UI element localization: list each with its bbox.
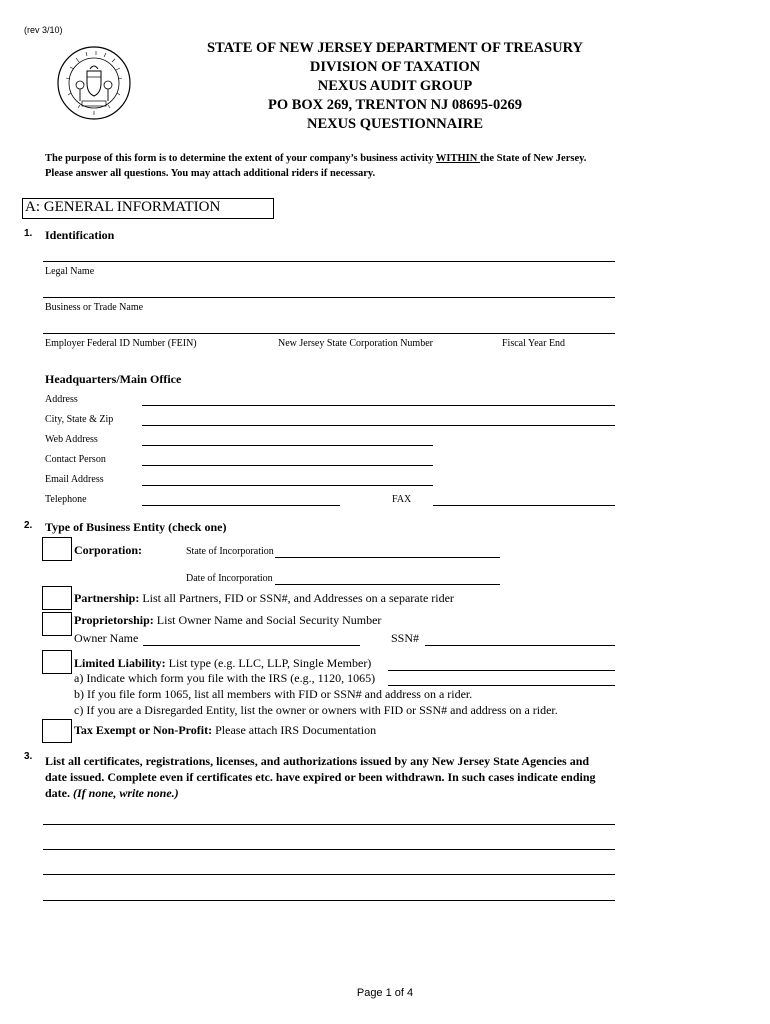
date-of-incorporation-label: Date of Incorporation <box>186 573 273 584</box>
q3-line3 <box>45 786 179 801</box>
tax-exempt-checkbox[interactable] <box>42 719 72 743</box>
trade-name-label: Business or Trade Name <box>45 302 144 313</box>
corporation-label: Corporation: <box>74 543 142 557</box>
ids-field-line[interactable] <box>43 333 615 334</box>
contact-person-field[interactable] <box>142 465 433 466</box>
trade-name-field[interactable] <box>43 297 615 298</box>
llc-text <box>74 656 371 671</box>
tax-exempt-instruction: Please attach IRS Documentation <box>212 723 377 737</box>
email-label: Email Address <box>45 474 104 485</box>
header-dept: STATE OF NEW JERSEY DEPARTMENT OF TREASURY <box>206 40 584 56</box>
web-address-field[interactable] <box>142 445 433 446</box>
state-of-incorporation-label: State of Incorporation <box>186 546 274 557</box>
telephone-label: Telephone <box>45 494 87 505</box>
partnership-instruction: List all Partners, FID or SSN#, and Addresses on a separate rider <box>139 591 454 605</box>
fiscal-year-end-label: Fiscal Year End <box>502 338 566 349</box>
certificates-line-1[interactable] <box>43 824 615 825</box>
nj-corp-number-label: New Jersey State Corporation Number <box>278 338 433 349</box>
address-label: Address <box>45 394 78 405</box>
header-division: DIVISION OF TAXATION <box>309 59 481 75</box>
owner-name-label: Owner Name <box>74 631 139 645</box>
intro-text-line2: Please answer all questions. You may attach additional riders if necessary. <box>45 168 376 179</box>
intro-part2: the State of New Jersey. <box>479 153 587 164</box>
irs-form-field[interactable] <box>388 685 615 686</box>
q3-line1: List all certificates, registrations, licenses, and authorizations issued by any New Jersey State Agencies and <box>45 754 590 768</box>
city-state-zip-label: City, State & Zip <box>45 414 114 425</box>
web-address-label: Web Address <box>45 434 98 445</box>
legal-name-field[interactable] <box>43 261 615 262</box>
address-field[interactable] <box>142 405 615 406</box>
intro-emphasis: WITHIN <box>435 153 480 164</box>
proprietorship-label: Proprietorship: <box>74 613 154 627</box>
hq-title: Headquarters/Main Office <box>45 372 182 386</box>
llc-type-field[interactable] <box>388 670 615 671</box>
state-seal-icon <box>56 45 132 121</box>
q3-line3-text: date. <box>45 786 73 800</box>
q1-title: Identification <box>45 228 115 242</box>
owner-name-field[interactable] <box>143 645 360 646</box>
state-of-incorporation-field[interactable] <box>275 557 500 558</box>
proprietorship-instruction: List Owner Name and Social Security Number <box>153 613 382 627</box>
q2-title: Type of Business Entity (check one) <box>45 520 227 534</box>
contact-person-label: Contact Person <box>45 454 106 465</box>
header-group: NEXUS AUDIT GROUP <box>317 78 473 94</box>
city-state-zip-field[interactable] <box>142 425 615 426</box>
ssn-label: SSN# <box>391 631 420 645</box>
tax-exempt-text <box>74 723 376 738</box>
email-field[interactable] <box>142 485 433 486</box>
partnership-text <box>74 591 454 606</box>
intro-part1: The purpose of this form is to determine the extent of your company’s business activity <box>45 153 436 164</box>
legal-name-label: Legal Name <box>45 266 95 277</box>
q1-number: 1. <box>24 228 33 239</box>
ssn-field[interactable] <box>425 645 615 646</box>
proprietorship-checkbox[interactable] <box>42 612 72 636</box>
q3-none-note: (If none, write none.) <box>73 786 179 800</box>
q3-line2: date issued. Complete even if certificates etc. have expired or been withdrawn. In such cases indicate ending <box>45 770 596 784</box>
q2-number: 2. <box>24 520 33 531</box>
intro-text <box>45 153 586 164</box>
section-a-title: A: GENERAL INFORMATION <box>25 199 221 215</box>
fein-label: Employer Federal ID Number (FEIN) <box>45 338 197 349</box>
certificates-line-3[interactable] <box>43 874 615 875</box>
fax-field[interactable] <box>433 505 615 506</box>
q3-number: 3. <box>24 751 33 762</box>
revision-label: (rev 3/10) <box>24 25 63 35</box>
llc-instruction-a: a) Indicate which form you file with the IRS (e.g., 1120, 1065) <box>74 671 376 685</box>
header-address: PO BOX 269, TRENTON NJ 08695-0269 <box>267 97 523 113</box>
tax-exempt-label: Tax Exempt or Non-Profit: <box>74 723 213 737</box>
certificates-line-2[interactable] <box>43 849 615 850</box>
llc-label: Limited Liability: <box>74 656 166 670</box>
llc-instruction-b: b) If you file form 1065, list all members with FID or SSN# and address on a rider. <box>74 687 473 701</box>
llc-instruction: List type (e.g. LLC, LLP, Single Member) <box>165 656 372 670</box>
date-of-incorporation-field[interactable] <box>275 584 500 585</box>
partnership-label: Partnership: <box>74 591 140 605</box>
fax-label: FAX <box>392 494 412 505</box>
proprietorship-text <box>74 613 381 628</box>
llc-instruction-c: c) If you are a Disregarded Entity, list the owner or owners with FID or SSN# and address on a rider. <box>74 703 558 717</box>
header-form-title: NEXUS QUESTIONNAIRE <box>306 116 484 132</box>
page-number: Page 1 of 4 <box>356 987 414 999</box>
partnership-checkbox[interactable] <box>42 586 72 610</box>
telephone-field[interactable] <box>142 505 340 506</box>
corporation-checkbox[interactable] <box>42 537 72 561</box>
llc-checkbox[interactable] <box>42 650 72 674</box>
certificates-line-4[interactable] <box>43 900 615 901</box>
